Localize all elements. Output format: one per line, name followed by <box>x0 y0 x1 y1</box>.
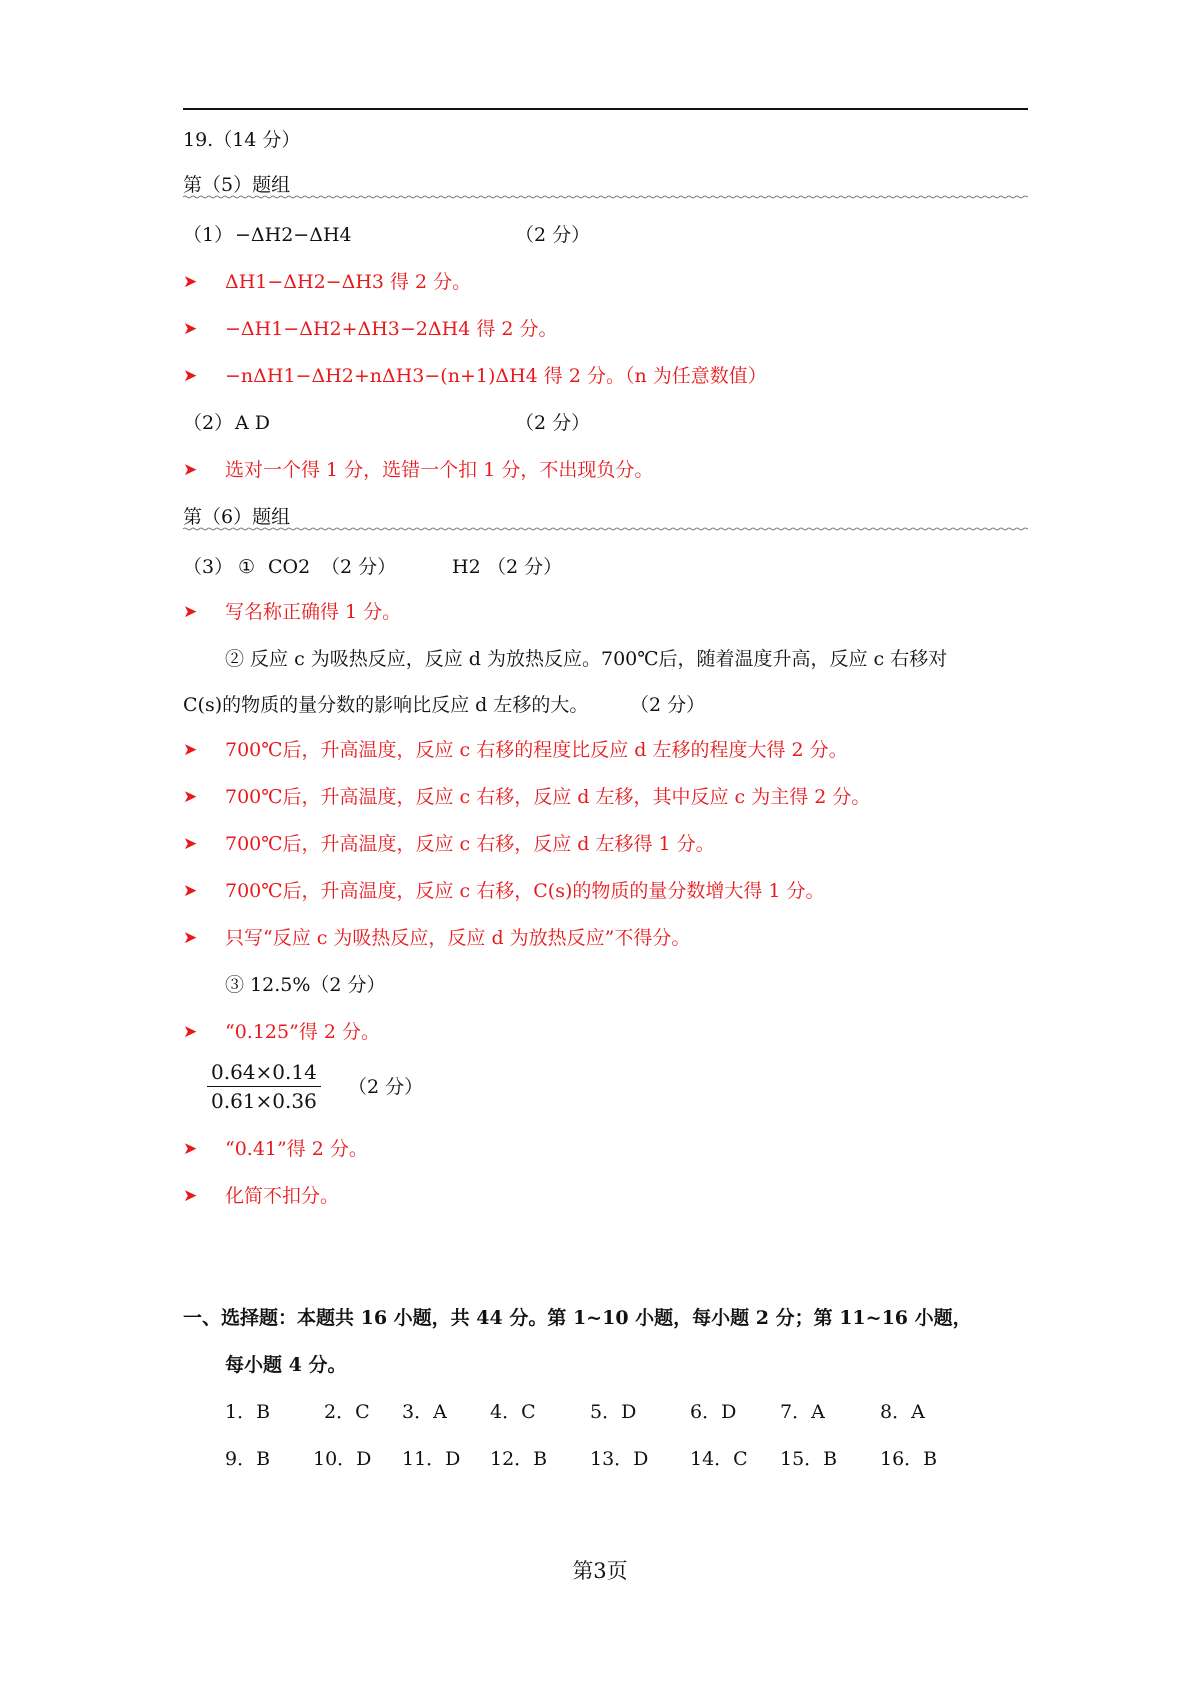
q3-label: （3） <box>183 556 234 578</box>
rubric-line-5: 写名称正确得 1 分。 <box>225 601 402 623</box>
q3-score-b: （2 分） <box>487 556 563 578</box>
answer-item: 9．B <box>225 1448 271 1470</box>
q3-part2-score: （2 分） <box>630 694 706 716</box>
fraction-score: （2 分） <box>348 1076 424 1098</box>
group6-wavy-underline <box>183 527 1028 531</box>
rubric-arrow-icon: ➤ <box>183 1139 198 1159</box>
answer-item: 12．B <box>490 1448 548 1470</box>
section1-title-line1: 一、选择题：本题共 16 小题，共 44 分。第 1~10 小题，每小题 2 分；第 11~16 小题， <box>183 1307 972 1329</box>
rubric-arrow-icon: ➤ <box>183 881 198 901</box>
rubric-arrow-icon: ➤ <box>183 928 198 948</box>
rubric-arrow-icon: ➤ <box>183 740 198 760</box>
answer-item: 10．D <box>313 1448 372 1470</box>
rubric-arrow-icon: ➤ <box>183 1186 198 1206</box>
rubric-arrow-icon: ➤ <box>183 319 198 339</box>
answer-item: 5．D <box>590 1401 637 1423</box>
rubric-arrow-icon: ➤ <box>183 460 198 480</box>
rubric-line-10: 只写“反应 c 为吸热反应，反应 d 为放热反应”不得分。 <box>225 927 691 949</box>
q2-label: （2） <box>183 412 234 434</box>
rubric-line-8: 700℃后，升高温度，反应 c 右移，反应 d 左移得 1 分。 <box>225 833 715 855</box>
answer-item: 6．D <box>690 1401 737 1423</box>
header-rule <box>183 108 1028 110</box>
q3-part2-line2: C(s)的物质的量分数的影响比反应 d 左移的大。 <box>183 694 589 716</box>
rubric-line-1: ΔH1−ΔH2−ΔH3 得 2 分。 <box>225 271 472 293</box>
answer-item: 3．A <box>402 1401 447 1423</box>
answer-item: 1．B <box>225 1401 271 1423</box>
q3-answer-b: H2 <box>452 556 481 578</box>
rubric-line-6: 700℃后，升高温度，反应 c 右移的程度比反应 d 左移的程度大得 2 分。 <box>225 739 848 761</box>
rubric-line-2: −ΔH1−ΔH2+ΔH3−2ΔH4 得 2 分。 <box>225 318 558 340</box>
rubric-arrow-icon: ➤ <box>183 834 198 854</box>
answer-item: 7．A <box>780 1401 825 1423</box>
equilibrium-fraction <box>207 1058 321 1115</box>
q2-score: （2 分） <box>515 412 591 434</box>
group6-header: 第（6）题组 <box>183 506 291 528</box>
answer-item: 2．C <box>324 1401 370 1423</box>
answer-item: 8．A <box>880 1401 925 1423</box>
rubric-arrow-icon: ➤ <box>183 1022 198 1042</box>
answer-item: 13．D <box>590 1448 649 1470</box>
rubric-arrow-icon: ➤ <box>183 272 198 292</box>
rubric-line-9: 700℃后，升高温度，反应 c 右移，C(s)的物质的量分数增大得 1 分。 <box>225 880 825 902</box>
fraction-numerator: 0.64×0.14 <box>211 1060 317 1084</box>
q3-circle-1: ① <box>238 556 256 578</box>
q2-answer: A D <box>235 412 270 434</box>
q1-label: （1） <box>183 224 234 246</box>
section1-title-line2: 每小题 4 分。 <box>225 1354 347 1376</box>
answer-item: 15．B <box>780 1448 838 1470</box>
rubric-arrow-icon: ➤ <box>183 366 198 386</box>
rubric-line-13: 化简不扣分。 <box>225 1185 340 1207</box>
question-number: 19.（14 分） <box>183 129 301 151</box>
q1-answer: −ΔH2−ΔH4 <box>235 224 352 246</box>
q3-part2-line1: ② 反应 c 为吸热反应，反应 d 为放热反应。700℃后，随着温度升高，反应 c 右移对 <box>225 648 948 670</box>
group5-wavy-underline <box>183 195 1028 199</box>
q3-score-a: （2 分） <box>321 556 397 578</box>
q3-answer-a: CO2 <box>268 556 311 578</box>
page-number: 第3页 <box>572 1559 628 1583</box>
rubric-arrow-icon: ➤ <box>183 602 198 622</box>
q3-part3: ③ 12.5%（2 分） <box>225 974 386 996</box>
rubric-line-3: −nΔH1−ΔH2+nΔH3−(n+1)ΔH4 得 2 分。（n 为任意数值） <box>225 365 767 387</box>
rubric-arrow-icon: ➤ <box>183 787 198 807</box>
rubric-line-7: 700℃后，升高温度，反应 c 右移，反应 d 左移，其中反应 c 为主得 2 分。 <box>225 786 871 808</box>
rubric-line-11: “0.125”得 2 分。 <box>225 1021 380 1043</box>
answer-item: 14．C <box>690 1448 748 1470</box>
group5-header: 第（5）题组 <box>183 174 291 196</box>
rubric-line-4: 选对一个得 1 分，选错一个扣 1 分，不出现负分。 <box>225 459 654 481</box>
answer-item: 11．D <box>402 1448 461 1470</box>
q1-score: （2 分） <box>515 224 591 246</box>
fraction-denominator: 0.61×0.36 <box>211 1089 317 1113</box>
rubric-line-12: “0.41”得 2 分。 <box>225 1138 368 1160</box>
answer-item: 16．B <box>880 1448 938 1470</box>
answer-item: 4．C <box>490 1401 536 1423</box>
